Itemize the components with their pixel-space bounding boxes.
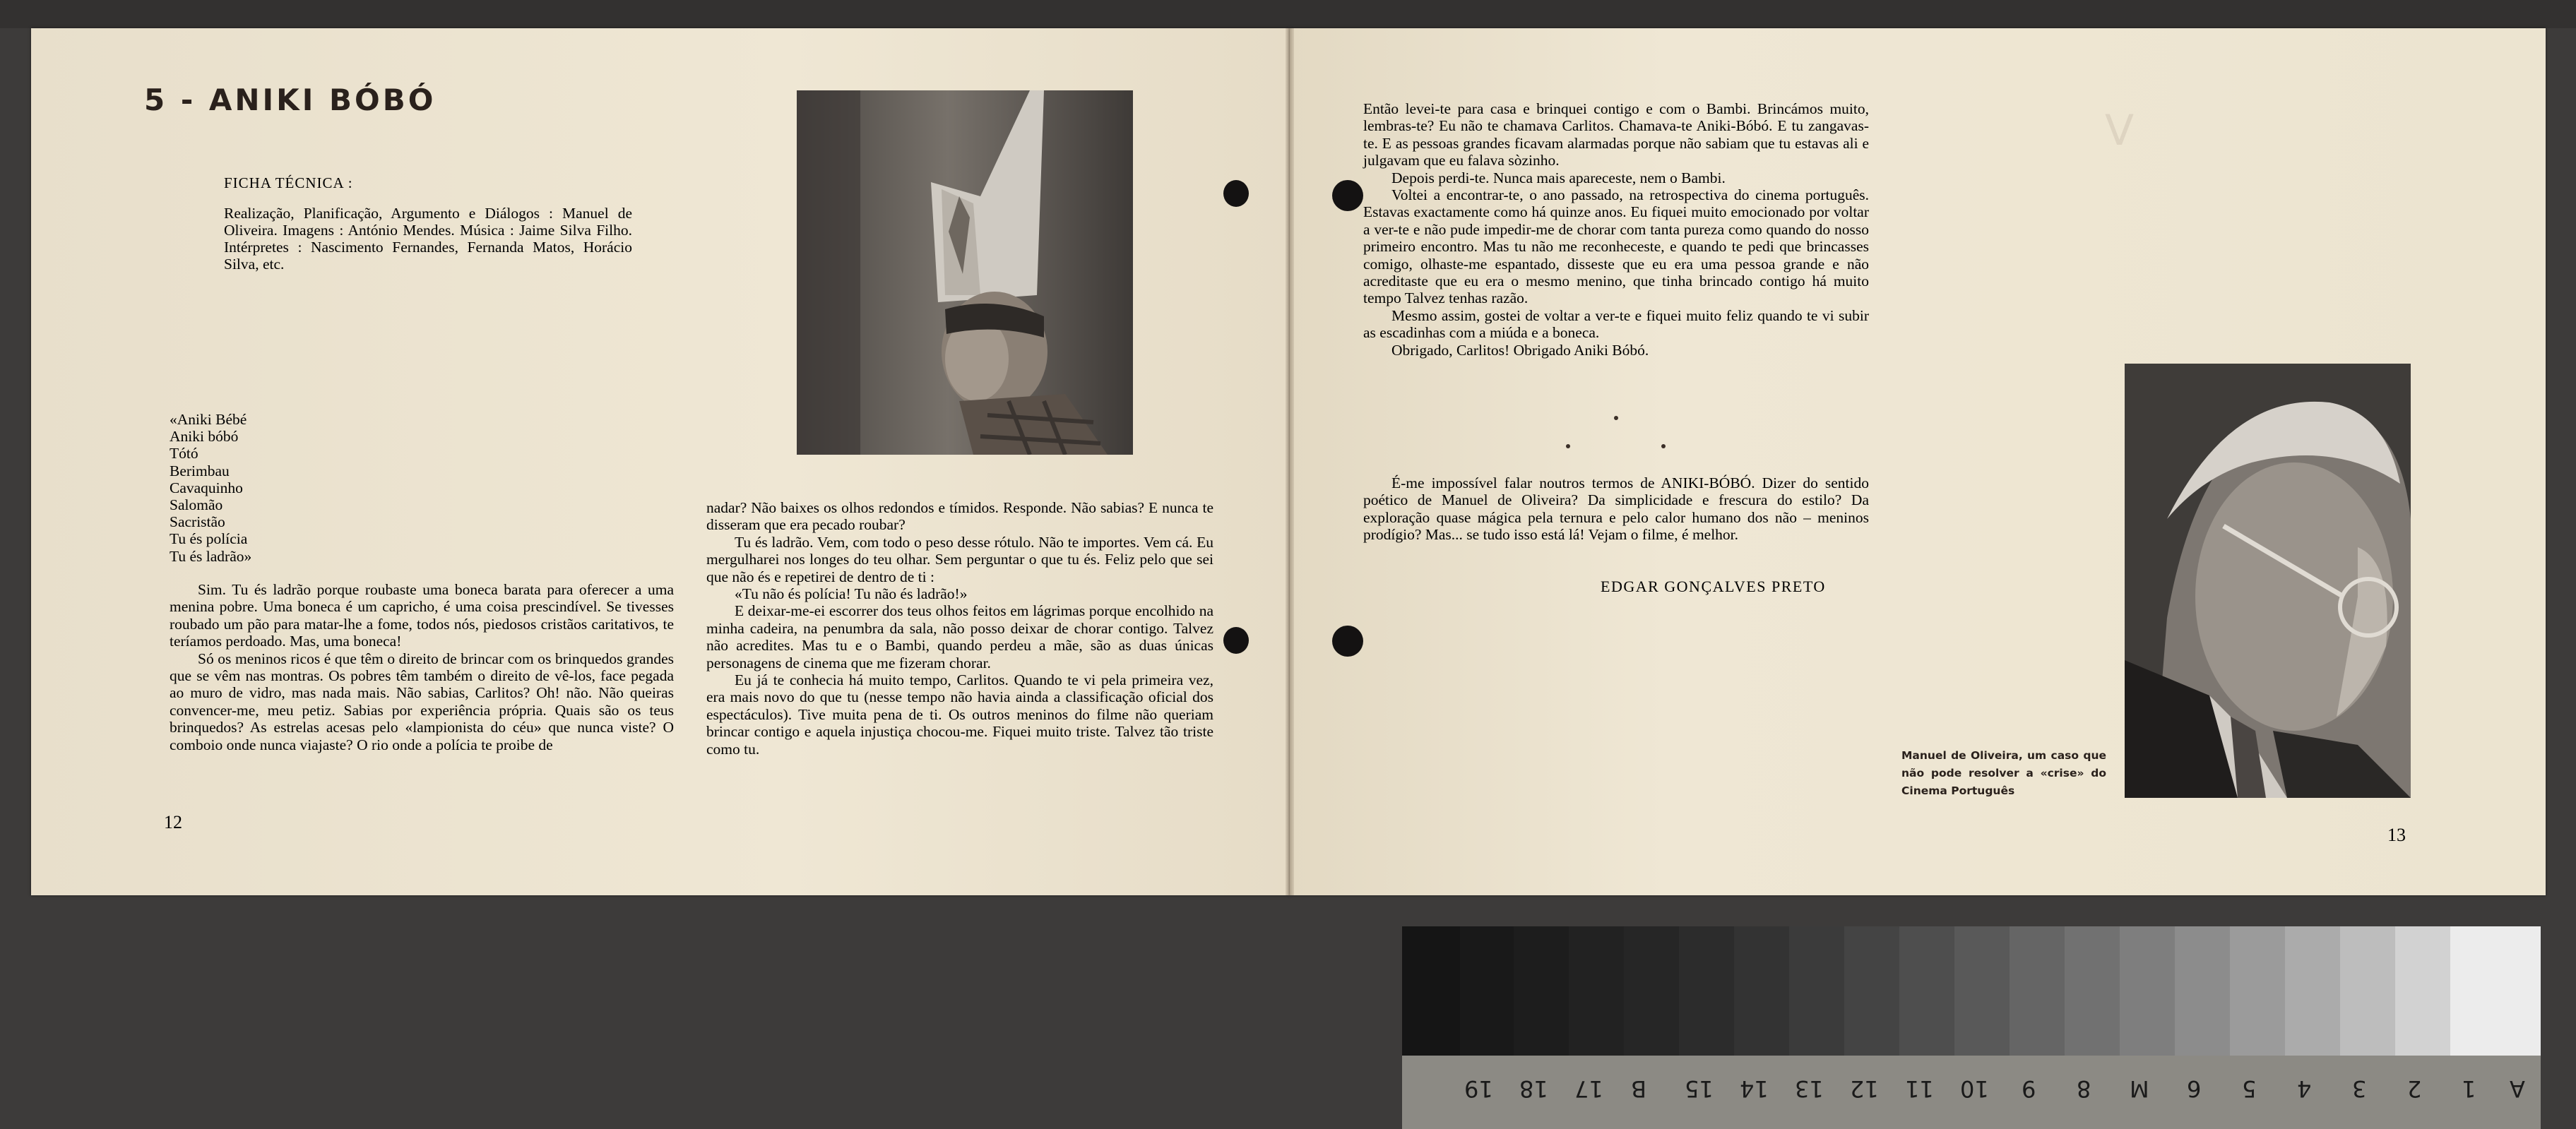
bleed-through-marks: V xyxy=(2105,106,2139,155)
ruler-label: 19 xyxy=(1464,1075,1493,1102)
page-gutter xyxy=(1286,28,1294,895)
ruler-label: M xyxy=(2130,1075,2149,1102)
paragraph: Só os meninos ricos é que têm o direito de brincar com os brinquedos grandes que se vêm nas montras. Os pobres têm também o direito de vê-los, face pegada ao muro de vidro, mas nada mais. Não sabias, Carlitos? Oh! não. Não queiras convencer-me, meu petiz. Sabias por experiência própria. Quais são os teus brinquedos? As estrelas acesas pelo «lampionista do céu» que nunca viste? O comboio onde nunca viajaste? O rio onde a polícia te proibe de xyxy=(170,650,674,753)
ruler-label: 11 xyxy=(1905,1075,1934,1102)
paragraph: Obrigado, Carlitos! Obrigado Aniki Bóbó. xyxy=(1391,341,1649,359)
page-number-right: 13 xyxy=(2387,825,2406,845)
paragraph: nadar? Não baixes os olhos redondos e tímidos. Responde. Não sabias? E nunca te disseram que era pecado roubar? xyxy=(706,499,1213,534)
gray-patch xyxy=(2395,926,2450,1056)
gray-patch xyxy=(2230,926,2285,1056)
boy-photo-illustration xyxy=(797,90,1133,455)
paragraph: «Tu não és polícia! Tu não és ladrão!» xyxy=(735,585,968,603)
gray-patch xyxy=(1789,926,1844,1056)
poem-line: Salomão xyxy=(170,496,223,514)
scale-ruler xyxy=(1402,1056,2541,1129)
ruler-label: 18 xyxy=(1519,1075,1548,1102)
paragraph: Voltei a encontrar-te, o ano passado, na retrospectiva do cinema português. Estavas exactamente como há quinze anos. Eu fiquei muito emocionado por voltar a ver-te e não pude impedir-me de chorar com tanta pureza como quando do nosso primeiro encontro. Mas tu não me reconheceste, e quando te pedi que brincasses comigo, olhaste-me espantado, disseste que eu era uma pessoa grande e não acreditaste que eu era o mesmo menino, que tinha brincado contigo há muito tempo Talvez tenhas razão. xyxy=(1363,186,1869,307)
paragraph: Sim. Tu és ladrão porque roubaste uma boneca barata para oferecer a uma menina pobre. Uma boneca é um capricho, é uma coisa prescindível. Se tivesses roubado um pão para matar-lhe a fome, todos nós, piedosos cristãos caritativos, te teríamos perdoado. Mas, uma boneca! xyxy=(170,581,674,650)
poem-line: Cavaquinho xyxy=(170,479,243,496)
page-number-left: 12 xyxy=(164,812,182,832)
gray-patch xyxy=(2010,926,2065,1056)
paragraph: Eu já te conhecia há muito tempo, Carlitos. Quando te vi pela primeira vez, era mais novo do que tu (nesse tempo não havia ainda a classificação oficial dos espectáculos). Tive muita pena de ti. Os outros meninos do filme não queriam brincar contigo e aquela injustiça chocou-me. Fiquei muito triste. Talvez tão triste como tu. xyxy=(706,671,1213,758)
binder-hole xyxy=(1332,180,1363,211)
color-calibration-card xyxy=(1402,926,2541,1129)
poem-line: Berimbau xyxy=(170,462,230,479)
paragraph: Tu és ladrão. Vem, com todo o peso desse rótulo. Não te importes. Vem cá. Eu mergulharei nos longes do teu olhar. Sem perguntar o que tu és. Feliz pelo que sei que não és e repetirei de dentro de ti : xyxy=(706,533,1213,585)
gray-patch xyxy=(1460,926,1514,1056)
ficha-tecnica-heading: FICHA TÉCNICA : xyxy=(224,174,353,191)
gray-patch xyxy=(1734,926,1789,1056)
left-column-text xyxy=(170,581,674,753)
ruler-label: A xyxy=(2510,1075,2525,1102)
ruler-label: 13 xyxy=(1795,1075,1824,1102)
gray-patch xyxy=(1402,926,1460,1056)
gray-patch xyxy=(2175,926,2230,1056)
closing-text xyxy=(1363,474,1869,544)
gray-patch xyxy=(2450,926,2541,1056)
ruler-label: 4 xyxy=(2297,1075,2312,1102)
director-photo-illustration xyxy=(2125,364,2411,798)
poem-line: Sacristão xyxy=(170,513,225,531)
credits-text: Realização, Planificação, Argumento e Diálogos : Manuel de Oliveira. Imagens : António Mendes. Música : Jaime Silva Filho. Intérpretes : Nascimento Fernandes, Fernanda Matos, Horácio Silva, etc. xyxy=(224,205,632,273)
ruler-label: 8 xyxy=(2077,1075,2091,1102)
ruler-label: 3 xyxy=(2352,1075,2367,1102)
photo-caption: Manuel de Oliveira, um caso que não pode resolver a «crise» do Cinema Português xyxy=(1901,749,2106,797)
scanner-background xyxy=(0,0,2576,28)
ruler-label: 2 xyxy=(2407,1075,2422,1102)
gray-patch xyxy=(2285,926,2340,1056)
poem-line: Aniki bóbó xyxy=(170,428,239,446)
ruler-label: 17 xyxy=(1574,1075,1603,1102)
ruler-label: 12 xyxy=(1850,1075,1879,1102)
paragraph: É-me impossível falar noutros termos de ANIKI-BÓBÓ. Dizer do sentido poético de Manuel de Oliveira? Da simplicidade e frescura do estilo? Da exploração quase mágica pela ternura e pelo calor humano dos não – meninos prodígio? Mas... se tudo isso está lá! Vejam o filme, é melhor. xyxy=(1363,474,1869,544)
article-title: 5 - ANIKI BÓBÓ xyxy=(144,83,437,117)
gray-patch xyxy=(1569,926,1624,1056)
gray-patch xyxy=(1679,926,1734,1056)
binder-hole xyxy=(1223,627,1249,654)
poem-line: Tu és polícia xyxy=(170,530,248,548)
boy-photo xyxy=(797,90,1133,455)
binder-hole xyxy=(1223,180,1249,207)
gray-patch xyxy=(1624,926,1679,1056)
poem-block xyxy=(170,411,251,565)
ruler-label: B xyxy=(1631,1075,1646,1102)
ruler-label: 6 xyxy=(2187,1075,2202,1102)
director-photo xyxy=(2125,364,2411,798)
poem-line: Tótó xyxy=(170,445,198,462)
gray-patch xyxy=(2065,926,2120,1056)
ruler-label: 15 xyxy=(1685,1075,1714,1102)
gray-patch xyxy=(1844,926,1899,1056)
gray-patch xyxy=(1954,926,2010,1056)
ruler-label: 10 xyxy=(1960,1075,1989,1102)
paragraph: Então levei-te para casa e brinquei contigo e com o Bambi. Brincámos muito, lembras-te? Eu não te chamava Carlitos. Chamava-te Aniki-Bóbó. E tu zangavas-te. E as pessoas grandes ficavam alarmadas porque não sabiam que tu estavas ali e julgavam que eu falava sòzinho. xyxy=(1363,100,1869,169)
middle-column-text xyxy=(706,499,1213,758)
poem-line: «Aniki Bébé xyxy=(170,411,247,428)
section-separator xyxy=(1554,410,1731,452)
binder-hole xyxy=(1332,626,1363,657)
right-column-text xyxy=(1363,100,1869,359)
paragraph: E deixar-me-ei escorrer dos teus olhos feitos em lágrimas porque encolhido na minha cadeira, na penumbra da sala, não posso deixar de chorar contigo. Talvez não acredites. Mas tu e o Bambi, quando perdeu a mãe, são as duas únicas personagens de cinema que me fizeram chorar. xyxy=(706,602,1213,671)
poem-line: Tu és ladrão» xyxy=(170,547,252,565)
gray-patch xyxy=(1514,926,1569,1056)
gray-patch xyxy=(1899,926,1954,1056)
paragraph: Depois perdi-te. Nunca mais apareceste, nem o Bambi. xyxy=(1391,169,1726,186)
gray-patch xyxy=(2120,926,2175,1056)
ruler-label: 9 xyxy=(2022,1075,2036,1102)
paragraph: Mesmo assim, gostei de voltar a ver-te e fiquei muito feliz quando te vi subir as escadinhas com a miúda e a boneca. xyxy=(1363,306,1869,342)
author-signature: EDGAR GONÇALVES PRETO xyxy=(1601,578,1826,595)
ruler-label: 14 xyxy=(1740,1075,1769,1102)
gray-patch xyxy=(2340,926,2395,1056)
ruler-label: 1 xyxy=(2462,1075,2476,1102)
ruler-label: 5 xyxy=(2242,1075,2257,1102)
